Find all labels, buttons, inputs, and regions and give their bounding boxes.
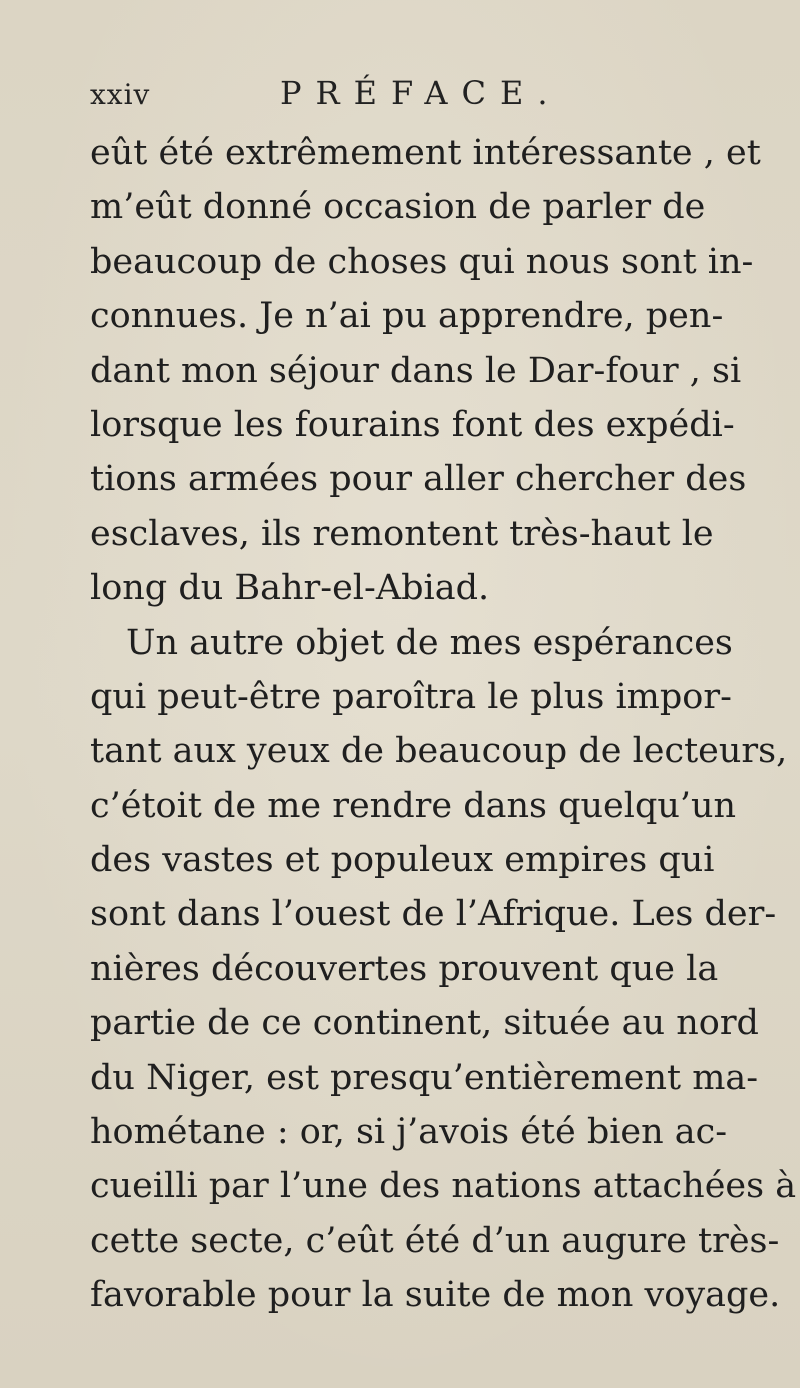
text-line: des vastes et populeux empires qui	[90, 840, 715, 881]
page-number: xxiv	[90, 78, 151, 111]
text-line: long du Bahr-el-Abiad.	[90, 568, 490, 609]
text-line: connues. Je n’ai pu apprendre, pen-	[90, 296, 724, 337]
text-line: m’eût donné occasion de parler de	[90, 187, 706, 228]
text-line: lorsque les fourains font des expédi-	[90, 404, 735, 445]
body-text	[90, 126, 797, 1323]
text-line: hométane : or, si j’avois été bien ac-	[90, 1112, 728, 1153]
text-line: tions armées pour aller chercher des	[90, 459, 747, 500]
paragraph-start-line: Un autre objet de mes espérances	[126, 622, 733, 663]
text-line: favorable pour la suite de mon voyage.	[90, 1275, 781, 1316]
page-header	[90, 70, 770, 120]
text-line: beaucoup de choses qui nous sont in-	[90, 241, 754, 282]
text-line: qui peut-être paroîtra le plus impor-	[90, 676, 732, 717]
text-line: cette secte, c’eût été d’un augure très-	[90, 1220, 780, 1261]
text-line: nières découvertes prouvent que la	[90, 948, 719, 989]
running-head: PRÉFACE.	[280, 74, 562, 112]
text-line: c’étoit de me rendre dans quelqu’un	[90, 785, 737, 826]
text-line: cueilli par l’une des nations attachées à	[90, 1166, 797, 1207]
text-line: eût été extrêmement intéressante , et	[90, 133, 761, 173]
text-line: dant mon séjour dans le Dar-four , si	[90, 350, 742, 391]
text-line: sont dans l’ouest de l’Afrique. Les der-	[90, 894, 777, 935]
text-line: du Niger, est presqu’entièrement ma-	[90, 1057, 759, 1098]
text-line: esclaves, ils remontent très-haut le	[90, 513, 714, 554]
text-line: tant aux yeux de beaucoup de lecteurs,	[90, 731, 788, 772]
text-line: partie de ce continent, située au nord	[90, 1003, 759, 1044]
